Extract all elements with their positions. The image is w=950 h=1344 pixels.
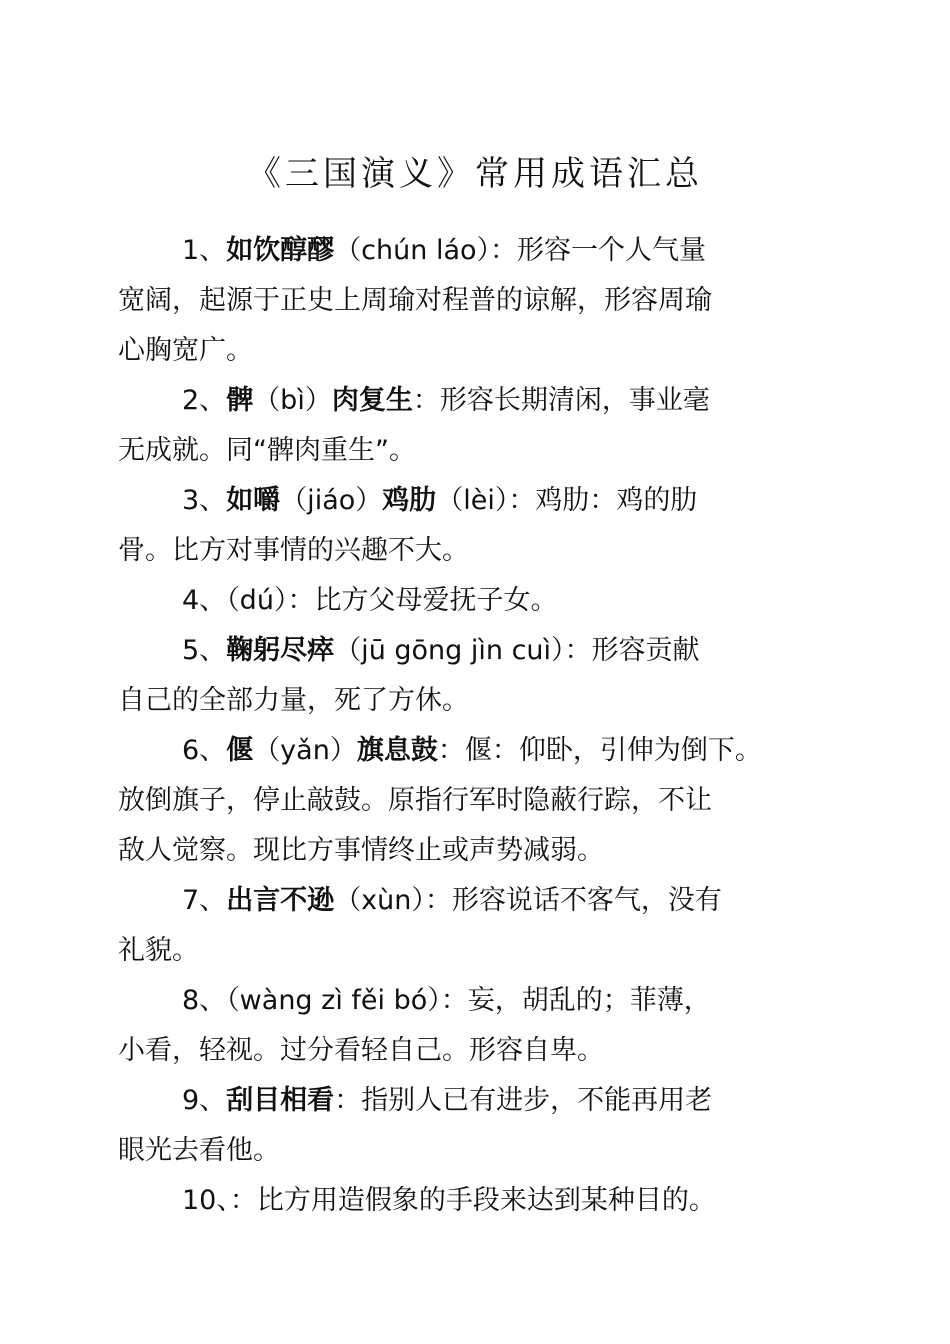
definition-text: 鸡肋：鸡的肋 xyxy=(535,485,698,516)
item-number: 1、 xyxy=(182,235,227,266)
colon: ： xyxy=(334,1085,362,1116)
pinyin: （wàng zì fěi bó）： xyxy=(226,985,468,1016)
definition-text: 形容贡献 xyxy=(591,635,700,666)
definition-text: 形容说话不客气，没有 xyxy=(451,885,722,916)
colon: ： xyxy=(437,735,465,766)
item-number: 7、 xyxy=(182,885,227,916)
list-item xyxy=(118,726,838,876)
definition-text: 形容一个人气量 xyxy=(517,235,707,266)
pinyin: （bì） xyxy=(253,385,332,416)
page-title: 《三国演义》常用成语汇总 xyxy=(247,154,703,194)
definition-text: 敌人觉察。现比方事情终止或声势减弱。 xyxy=(118,835,604,866)
definition-text: 小看，轻视。过分看轻自己。形容自卑。 xyxy=(118,1035,604,1066)
definition-text: 比方父母爱抚子女。 xyxy=(314,585,558,616)
idiom-term: 刮目相看 xyxy=(226,1085,335,1116)
list-item xyxy=(118,376,838,476)
list-item xyxy=(118,1176,838,1226)
item-number: 6、 xyxy=(182,735,227,766)
definition-text: 妄，胡乱的；菲薄， xyxy=(467,985,711,1016)
list-item xyxy=(118,626,838,726)
item-number: 8、 xyxy=(182,985,227,1016)
item-number: 3、 xyxy=(182,485,227,516)
item-number: 10、 xyxy=(182,1185,230,1216)
idiom-term: 鞠躬尽瘁 xyxy=(226,635,335,666)
item-number: 9、 xyxy=(182,1085,227,1116)
definition-text: 无成就。同“髀肉重生”。 xyxy=(118,435,416,466)
pinyin: （lèi）： xyxy=(436,485,536,516)
definition-text: 心胸宽广。 xyxy=(118,335,253,366)
idiom-term: 肉复生 xyxy=(331,385,413,416)
list-item xyxy=(118,576,838,626)
definition-text: 比方用造假象的手段来达到某种目的。 xyxy=(256,1185,716,1216)
definition-text: 放倒旗子，停止敲鼓。原指行军时隐蔽行踪，不让 xyxy=(118,785,712,816)
definition-text: 骨。比方对事情的兴趣不大。 xyxy=(118,535,469,566)
list-item xyxy=(118,226,838,376)
list-item xyxy=(118,976,838,1076)
colon: ： xyxy=(412,385,440,416)
list-item xyxy=(118,476,838,576)
idiom-list xyxy=(118,226,838,1226)
pinyin: （jū gōng jìn cuì）： xyxy=(334,635,592,666)
pinyin: （chún láo）： xyxy=(334,235,518,266)
idiom-term: 髀 xyxy=(226,385,254,416)
pinyin: （xùn）： xyxy=(334,885,452,916)
definition-text: 礼貌。 xyxy=(118,935,199,966)
item-number: 2、 xyxy=(182,385,227,416)
list-item xyxy=(118,876,838,976)
list-item xyxy=(118,1076,838,1176)
definition-text: 自己的全部力量，死了方休。 xyxy=(118,685,469,716)
idiom-term: 如嚼 xyxy=(226,485,281,516)
item-number: 5、 xyxy=(182,635,227,666)
definition-text: 指别人已有进步，不能再用老 xyxy=(361,1085,713,1116)
definition-text: 眼光去看他。 xyxy=(118,1135,280,1166)
idiom-term: 旗息鼓 xyxy=(356,735,438,766)
idiom-term: 如饮醇醪 xyxy=(226,235,335,266)
pinyin: （yǎn） xyxy=(253,735,357,766)
pinyin: （jiáo） xyxy=(280,485,383,516)
definition-text: 偃：仰卧，引伸为倒下。 xyxy=(464,735,762,766)
idiom-term: 出言不逊 xyxy=(226,885,335,916)
colon: ： xyxy=(229,1185,257,1216)
idiom-term: 鸡肋 xyxy=(382,485,437,516)
idiom-term: 偃 xyxy=(226,735,254,766)
pinyin: （dú）： xyxy=(226,585,315,616)
definition-text: 形容长期清闲，事业毫 xyxy=(439,385,710,416)
item-number: 4、 xyxy=(182,585,227,616)
definition-text: 宽阔，起源于正史上周瑜对程普的谅解，形容周瑜 xyxy=(118,285,712,316)
